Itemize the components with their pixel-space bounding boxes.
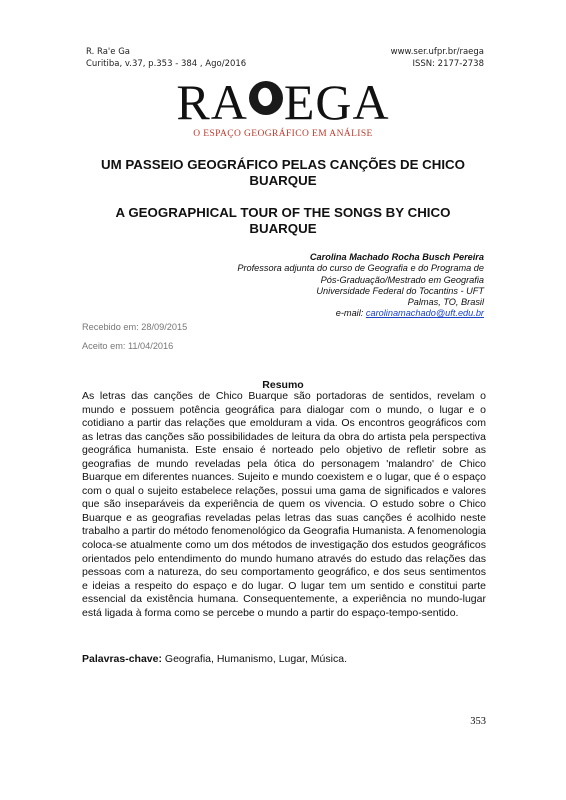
author-email-line bbox=[184, 308, 484, 319]
journal-header-right bbox=[391, 46, 484, 70]
journal-issn: ISSN: 2177-2738 bbox=[412, 59, 484, 69]
logo-wordmark bbox=[168, 72, 398, 132]
journal-url: www.ser.ufpr.br/raega bbox=[390, 47, 484, 57]
submission-dates bbox=[82, 318, 187, 356]
abstract-heading: Resumo bbox=[262, 379, 304, 391]
journal-short-name: R. Ra'e Ga bbox=[86, 47, 130, 57]
author-affiliation-2: Pós-Graduação/Mestrado em Geografia bbox=[320, 274, 484, 285]
keywords-label: Palavras-chave: bbox=[82, 653, 162, 665]
page-number: 353 bbox=[470, 716, 486, 727]
logo-subtitle: O ESPAÇO GEOGRÁFICO EM ANÁLISE bbox=[193, 129, 373, 139]
journal-citation: Curitiba, v.37, p.353 - 384 , Ago/2016 bbox=[86, 59, 247, 69]
abstract-text: As letras das canções de Chico Buarque são portadoras de sentidos, revelam o mundo e possuem potência geográfica para dialogar com o mundo, o lugar e o cotidiano a partir das relações que emolduram a vida. Os encontros geográficos com as letras das canções são possibilidades de leitura da obra do artista pela perspectiva geográfica humanista. Este ensaio é norteado pelo objetivo de refletir sobre as geografias de mundo reveladas pela ótica do personagem 'malandro' de Chico Buarque em diferentes nuances. Sujeito e mundo coexistem e o lugar, que é o espaço com o qual o sujeito estabelece relações, possui uma gama de significados e valores que são inseparáveis da experiência de quem os vivencia. O estudo sobre o Chico Buarque e as geografias reveladas pelas letras das suas canções é acolhido neste trabalho a partir do método fenomenológico da Geografia Humanista. A fenomenologia coloca-se atualmente como um dos métodos de investigação dos estudos geográficos orientados pelo entendimento do mundo humano através do estudo das relações das pessoas com a natureza, do seu comportamento geográfico, e dos seus sentimentos e ideias a respeito do espaço e do lugar. O lugar tem um sentido e constitui parte essencial da existência humana. Consequentemente, a experiência no mundo-lugar está ligada à forma como se percebe o mundo a partir do espaço-tempo-sentido. bbox=[82, 390, 486, 619]
accepted-date: Aceito em: 11/04/2016 bbox=[82, 341, 174, 351]
email-label: e-mail: bbox=[335, 308, 366, 319]
author-block bbox=[184, 252, 484, 320]
logo-text-right: EGA bbox=[283, 74, 390, 130]
keywords-line bbox=[82, 653, 486, 667]
title-english: A GEOGRAPHICAL TOUR OF THE SONGS BY CHICO BUARQUE bbox=[115, 205, 451, 236]
journal-header-left bbox=[86, 46, 246, 70]
email-link[interactable]: carolinamachado@uft.edu.br bbox=[365, 308, 484, 319]
author-location: Palmas, TO, Brasil bbox=[407, 297, 484, 308]
globe-icon bbox=[249, 81, 283, 115]
author-affiliation-1: Professora adjunta do curso de Geografia e do Programa de bbox=[237, 263, 484, 274]
logo-text-left: RA bbox=[176, 74, 248, 130]
author-institution: Universidade Federal do Tocantins - UFT bbox=[316, 285, 484, 296]
title-portuguese: UM PASSEIO GEOGRÁFICO PELAS CANÇÕES DE CHICO BUARQUE bbox=[101, 157, 465, 188]
raega-logo bbox=[168, 70, 398, 145]
received-date: Recebido em: 28/09/2015 bbox=[82, 322, 188, 332]
keywords-text: Geografia, Humanismo, Lugar, Música. bbox=[161, 653, 347, 665]
author-name: Carolina Machado Rocha Busch Pereira bbox=[309, 252, 484, 262]
